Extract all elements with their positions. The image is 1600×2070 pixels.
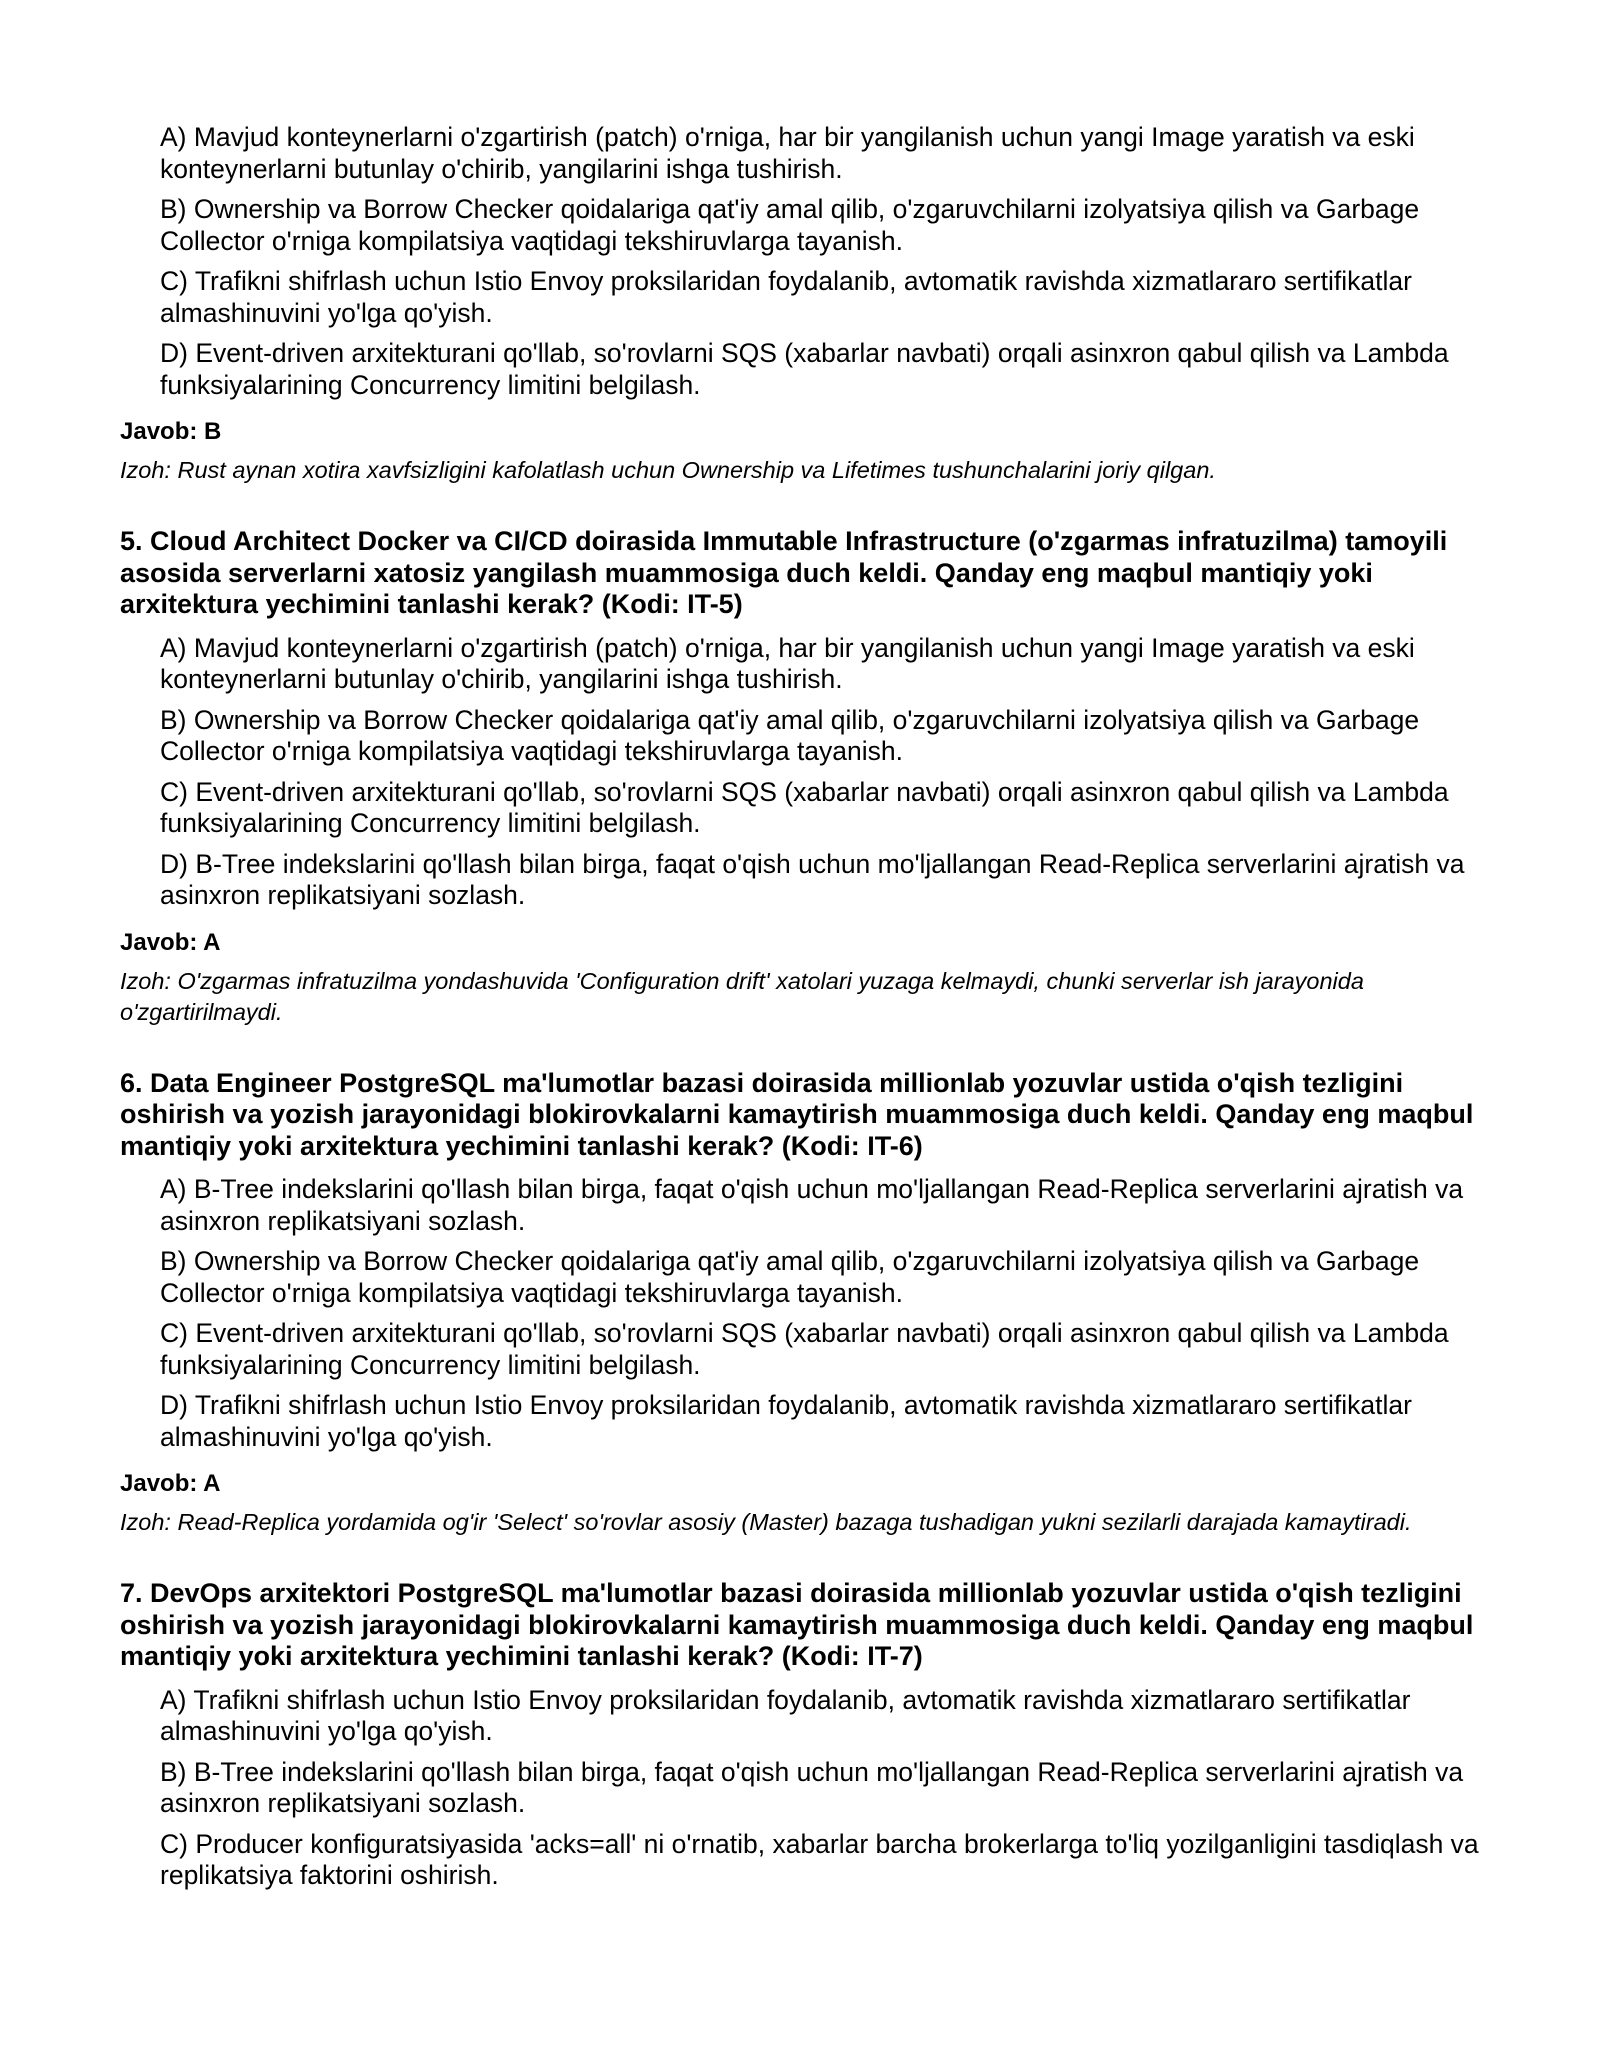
- option-c: C) Trafikni shifrlash uchun Istio Envoy proksilaridan foydalanib, avtomatik ravishda xizmatlararo sertifikatlar almashinuvini yo'lga qo'yish.: [160, 266, 1412, 328]
- option-b: B) Ownership va Borrow Checker qoidalariga qat'iy amal qilib, o'zgaruvchilarni izolyatsiya qilish va Garbage Collector o'rniga kompilatsiya vaqtidagi tekshiruvlarga tayanish.: [160, 704, 1420, 766]
- explanation-note: Izoh: O'zgarmas infratuzilma yondashuvida 'Configuration drift' xatolari yuzaga kelmaydi, chunki serverlar ish jarayonida o'zgartirilmaydi.: [120, 967, 1364, 1025]
- option-a: A) B-Tree indekslarini qo'llash bilan birga, faqat o'qish uchun mo'ljallangan Read-Replica serverlarini ajratish va asinxron replikatsiyani sozlash.: [160, 1174, 1464, 1236]
- question-block-7: [120, 1578, 1480, 1892]
- explanation-note: Izoh: Read-Replica yordamida og'ir 'Select' so'rovlar asosiy (Master) bazaga tushadigan yukni sezilarli darajada kamaytiradi.: [120, 1509, 1412, 1535]
- document-page: [120, 122, 1480, 1901]
- explanation-note: Izoh: Rust aynan xotira xavfsizligini kafolatlash uchun Ownership va Lifetimes tushunchalarini joriy qilgan.: [120, 457, 1216, 483]
- question-block-5: [120, 526, 1480, 1028]
- question-text: 5. Cloud Architect Docker va CI/CD doirasida Immutable Infrastructure (o'zgarmas infratuzilma) tamoyili asosida serverlarni xatosiz yangilash muammosiga duch keldi. Qanday eng maqbul mantiqiy yoki arxitektura yechimini tanlashi kerak? (Kodi: IT-5): [120, 526, 1448, 619]
- option-c: C) Event-driven arxitekturani qo'llab, so'rovlarni SQS (xabarlar navbati) orqali asinxron qabul qilish va Lambda funksiyalarining Concurrency limitini belgilash.: [160, 776, 1449, 838]
- option-c: C) Producer konfiguratsiyasida 'acks=all' ni o'rnatib, xabarlar barcha brokerlarga to'liq yozilganligini tasdiqlash va replikatsiya faktorini oshirish.: [160, 1828, 1479, 1890]
- question-text: 6. Data Engineer PostgreSQL ma'lumotlar bazasi doirasida millionlab yozuvlar ustida o'qish tezligini oshirish va yozish jarayonidagi blokirovkalarni kamaytirish muammosiga duch keldi. Qanday eng maqbul mantiqiy yoki arxitektura yechimini tanlashi kerak? (Kodi: IT-6): [120, 1067, 1474, 1161]
- option-d: D) Event-driven arxitekturani qo'llab, so'rovlarni SQS (xabarlar navbati) orqali asinxron qabul qilish va Lambda funksiyalarining Concurrency limitini belgilash.: [160, 338, 1449, 400]
- option-c: C) Event-driven arxitekturani qo'llab, so'rovlarni SQS (xabarlar navbati) orqali asinxron qabul qilish va Lambda funksiyalarining Concurrency limitini belgilash.: [160, 1318, 1449, 1380]
- option-d: D) Trafikni shifrlash uchun Istio Envoy proksilaridan foydalanib, avtomatik ravishda xizmatlararo sertifikatlar almashinuvini yo'lga qo'yish.: [160, 1390, 1412, 1452]
- option-b: B) Ownership va Borrow Checker qoidalariga qat'iy amal qilib, o'zgaruvchilarni izolyatsiya qilish va Garbage Collector o'rniga kompilatsiya vaqtidagi tekshiruvlarga tayanish.: [160, 1246, 1420, 1308]
- answer-label: Javob: A: [120, 1470, 221, 1497]
- option-a: A) Mavjud konteynerlarni o'zgartirish (patch) o'rniga, har bir yangilanish uchun yangi Image yaratish va eski konteynerlarni butunlay o'chirib, yangilarini ishga tushirish.: [160, 122, 1415, 184]
- option-d: D) B-Tree indekslarini qo'llash bilan birga, faqat o'qish uchun mo'ljallangan Read-Replica serverlarini ajratish va asinxron replikatsiyani sozlash.: [160, 848, 1465, 910]
- question-block-4: [120, 122, 1480, 486]
- option-a: A) Trafikni shifrlash uchun Istio Envoy proksilaridan foydalanib, avtomatik ravishda xizmatlararo sertifikatlar almashinuvini yo'lga qo'yish.: [160, 1684, 1411, 1746]
- answer-label: Javob: B: [120, 418, 222, 445]
- answer-label: Javob: A: [120, 928, 221, 956]
- question-block-6: [120, 1068, 1480, 1539]
- option-b: B) Ownership va Borrow Checker qoidalariga qat'iy amal qilib, o'zgaruvchilarni izolyatsiya qilish va Garbage Collector o'rniga kompilatsiya vaqtidagi tekshiruvlarga tayanish.: [160, 194, 1420, 256]
- question-text: 7. DevOps arxitektori PostgreSQL ma'lumotlar bazasi doirasida millionlab yozuvlar ustida o'qish tezligini oshirish va yozish jarayonidagi blokirovkalarni kamaytirish muammosiga duch keldi. Qanday eng maqbul mantiqiy yoki arxitektura yechimini tanlashi kerak? (Kodi: IT-7): [120, 1578, 1474, 1671]
- option-a: A) Mavjud konteynerlarni o'zgartirish (patch) o'rniga, har bir yangilanish uchun yangi Image yaratish va eski konteynerlarni butunlay o'chirib, yangilarini ishga tushirish.: [160, 632, 1415, 694]
- option-b: B) B-Tree indekslarini qo'llash bilan birga, faqat o'qish uchun mo'ljallangan Read-Replica serverlarini ajratish va asinxron replikatsiyani sozlash.: [160, 1756, 1464, 1818]
